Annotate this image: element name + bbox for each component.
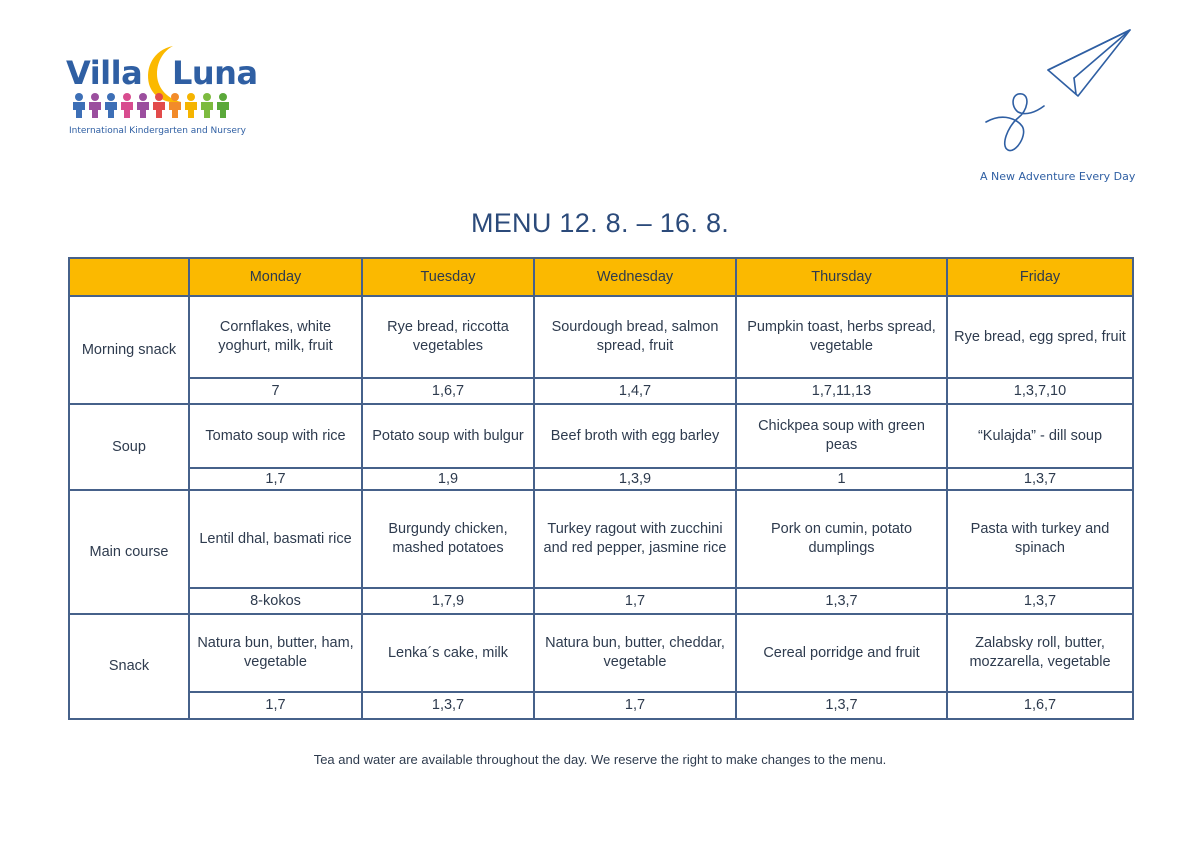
dish-cell: Chickpea soup with green peas [736, 404, 947, 468]
allergen-cell: 1,6,7 [362, 378, 534, 404]
allergen-cell: 1,3,9 [534, 468, 736, 490]
children-row-icon [70, 92, 238, 120]
day-header: Friday [947, 258, 1133, 296]
allergen-cell: 1,4,7 [534, 378, 736, 404]
allergen-cell: 1,7 [189, 468, 362, 490]
dish-cell: Sourdough bread, salmon spread, fruit [534, 296, 736, 378]
dish-row [69, 490, 1133, 588]
dish-cell: Pork on cumin, potato dumplings [736, 490, 947, 588]
day-header: Monday [189, 258, 362, 296]
dish-cell: Zalabsky roll, butter, mozzarella, vegetable [947, 614, 1133, 692]
allergen-cell: 7 [189, 378, 362, 404]
dish-cell: Rye bread, egg spred, fruit [947, 296, 1133, 378]
dish-cell: Pasta with turkey and spinach [947, 490, 1133, 588]
dish-cell: Turkey ragout with zucchini and red pepper, jasmine rice [534, 490, 736, 588]
day-header: Wednesday [534, 258, 736, 296]
allergen-cell: 1,7 [189, 692, 362, 719]
allergen-row [69, 588, 1133, 614]
dish-cell: “Kulajda” - dill soup [947, 404, 1133, 468]
dish-cell: Beef broth with egg barley [534, 404, 736, 468]
day-header: Thursday [736, 258, 947, 296]
logo-word-luna: Luna [172, 54, 258, 92]
header-corner-cell [69, 258, 189, 296]
allergen-cell: 1,7 [534, 692, 736, 719]
dish-cell: Natura bun, butter, ham, vegetable [189, 614, 362, 692]
allergen-cell: 1,7,9 [362, 588, 534, 614]
dish-cell: Cornflakes, white yoghurt, milk, fruit [189, 296, 362, 378]
allergen-row [69, 692, 1133, 719]
paper-plane-icon [978, 26, 1138, 158]
villa-luna-logo [66, 44, 266, 144]
allergen-cell: 1,3,7 [947, 588, 1133, 614]
meal-label: Soup [69, 404, 189, 490]
dish-row [69, 404, 1133, 468]
tagline: A New Adventure Every Day [980, 170, 1136, 183]
allergen-cell: 1,3,7 [362, 692, 534, 719]
allergen-row [69, 468, 1133, 490]
dish-row [69, 296, 1133, 378]
dish-cell: Natura bun, butter, cheddar, vegetable [534, 614, 736, 692]
day-header: Tuesday [362, 258, 534, 296]
meal-label: Main course [69, 490, 189, 614]
allergen-cell: 1,3,7,10 [947, 378, 1133, 404]
dish-cell: Cereal porridge and fruit [736, 614, 947, 692]
dish-cell: Tomato soup with rice [189, 404, 362, 468]
menu-title: MENU 12. 8. – 16. 8. [470, 208, 730, 238]
dish-cell: Lenka´s cake, milk [362, 614, 534, 692]
logo-subtitle: International Kindergarten and Nursery [69, 126, 246, 136]
dish-cell: Lentil dhal, basmati rice [189, 490, 362, 588]
allergen-cell: 1,7 [534, 588, 736, 614]
dish-cell: Burgundy chicken, mashed potatoes [362, 490, 534, 588]
dish-cell: Rye bread, riccotta vegetables [362, 296, 534, 378]
allergen-cell: 1,9 [362, 468, 534, 490]
footer-note: Tea and water are available throughout the day. We reserve the right to make changes to the menu. [313, 752, 887, 767]
logo-word-villa: Villa [66, 54, 143, 92]
allergen-row [69, 378, 1133, 404]
weekly-menu-table [68, 257, 1134, 720]
dish-cell: Potato soup with bulgur [362, 404, 534, 468]
dish-row [69, 614, 1133, 692]
dish-cell: Pumpkin toast, herbs spread, vegetable [736, 296, 947, 378]
allergen-cell: 1 [736, 468, 947, 490]
allergen-cell: 1,6,7 [947, 692, 1133, 719]
table-header-row [69, 258, 1133, 296]
meal-label: Morning snack [69, 296, 189, 404]
allergen-cell: 1,7,11,13 [736, 378, 947, 404]
allergen-cell: 1,3,7 [947, 468, 1133, 490]
meal-label: Snack [69, 614, 189, 719]
allergen-cell: 1,3,7 [736, 588, 947, 614]
allergen-cell: 8-kokos [189, 588, 362, 614]
allergen-cell: 1,3,7 [736, 692, 947, 719]
